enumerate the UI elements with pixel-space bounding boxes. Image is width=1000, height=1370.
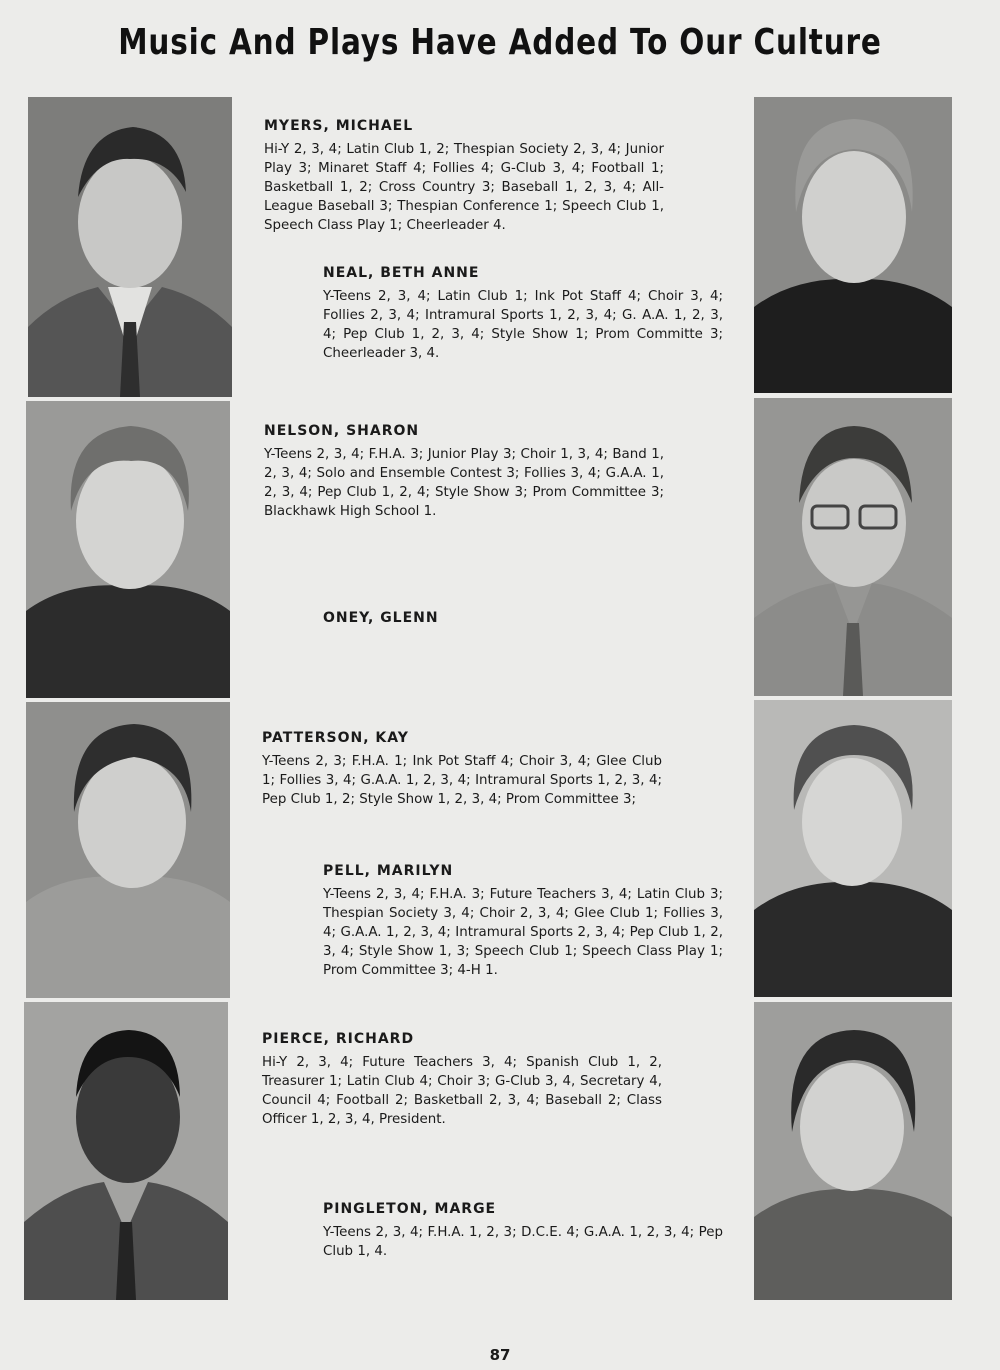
portrait-photo-myers [28,97,232,397]
portrait-photo-pell [754,700,952,997]
student-activities: Y-Teens 2, 3; F.H.A. 1; Ink Pot Staff 4; Choir 3, 4; Glee Club 1; Follies 3, 4; G.A.A. 1, 2, 3, 4; Intramural Sports 1, 2, 3, 4; Pep Club 1, 2; Style Show 1, 2, 3, 4; Prom Committee 3; [262,754,662,807]
page-number: 87 [489,1346,511,1364]
portrait-photo-neal [754,97,952,393]
entry-pingleton [323,1201,723,1261]
page-title: Music And Plays Have Added To Our Culture [118,22,882,63]
portrait-photo-nelson [26,401,230,698]
portrait-photo-pierce [24,1002,228,1300]
student-name: NELSON, SHARON [264,423,420,439]
portrait-photo-oney [754,398,952,696]
student-name: PELL, MARILYN [323,863,454,879]
entry-pell [323,863,723,980]
student-activities: Y-Teens 2, 3, 4; F.H.A. 1, 2, 3; D.C.E. 4; G.A.A. 1, 2, 3, 4; Pep Club 1, 4. [323,1225,723,1259]
student-name: ONEY, GLENN [323,610,439,626]
student-activities: Y-Teens 2, 3, 4; F.H.A. 3; Junior Play 3; Choir 1, 3, 4; Band 1, 2, 3, 4; Solo and Ensemble Contest 3; Follies 3, 4; G.A.A. 1, 2, 3, 4; Pep Club 1, 2, 4; Style Show 3; Prom Committee 3; Blackhawk High School 1. [264,447,664,519]
portrait-photo-patterson [26,702,230,998]
entry-nelson [264,423,664,521]
student-name: PATTERSON, KAY [262,730,409,746]
student-name: NEAL, BETH ANNE [323,265,480,281]
entry-myers [264,118,664,235]
entry-patterson [262,730,662,809]
student-activities: Hi-Y 2, 3, 4; Latin Club 1, 2; Thespian Society 2, 3, 4; Junior Play 3; Minaret Staff 4; Follies 4; G-Club 3, 4; Football 1; Basketball 1, 2; Cross Country 3; Baseball 1, 2, 3, 4; All-League Baseball 3; Thespian Conference 1; Speech Club 1, Speech Class Play 1; Cheerleader 4. [264,142,664,233]
entry-oney [323,610,723,632]
portrait-photo-pingleton [754,1002,952,1300]
student-activities: Y-Teens 2, 3, 4; Latin Club 1; Ink Pot Staff 4; Choir 3, 4; Follies 2, 3, 4; Intramural Sports 1, 2, 3, 4; G. A.A. 1, 2, 3, 4; Pep Club 1, 2, 3, 4; Style Show 1; Prom Committe 3; Cheerleader 3, 4. [323,289,723,361]
student-activities: Y-Teens 2, 3, 4; F.H.A. 3; Future Teachers 3, 4; Latin Club 3; Thespian Society 3, 4; Choir 2, 3, 4; Glee Club 1; Follies 3, 4; G.A.A. 1, 2, 3, 4; Intramural Sports 2, 3, 4; Pep Club 1, 2, 3, 4; Style Show 1, 3; Speech Club 1; Speech Class Play 1; Prom Committee 3; 4-H 1. [323,887,723,978]
entry-neal [323,265,723,363]
student-name: PIERCE, RICHARD [262,1031,415,1047]
student-activities: Hi-Y 2, 3, 4; Future Teachers 3, 4; Spanish Club 1, 2, Treasurer 1; Latin Club 4; Choir 3; G-Club 3, 4, Secretary 4, Council 4; Football 2; Basketball 2, 3, 4; Baseball 2; Class Officer 1, 2, 3, 4, President. [262,1055,662,1127]
student-name: PINGLETON, MARGE [323,1201,497,1217]
student-name: MYERS, MICHAEL [264,118,414,134]
entry-pierce [262,1031,662,1129]
